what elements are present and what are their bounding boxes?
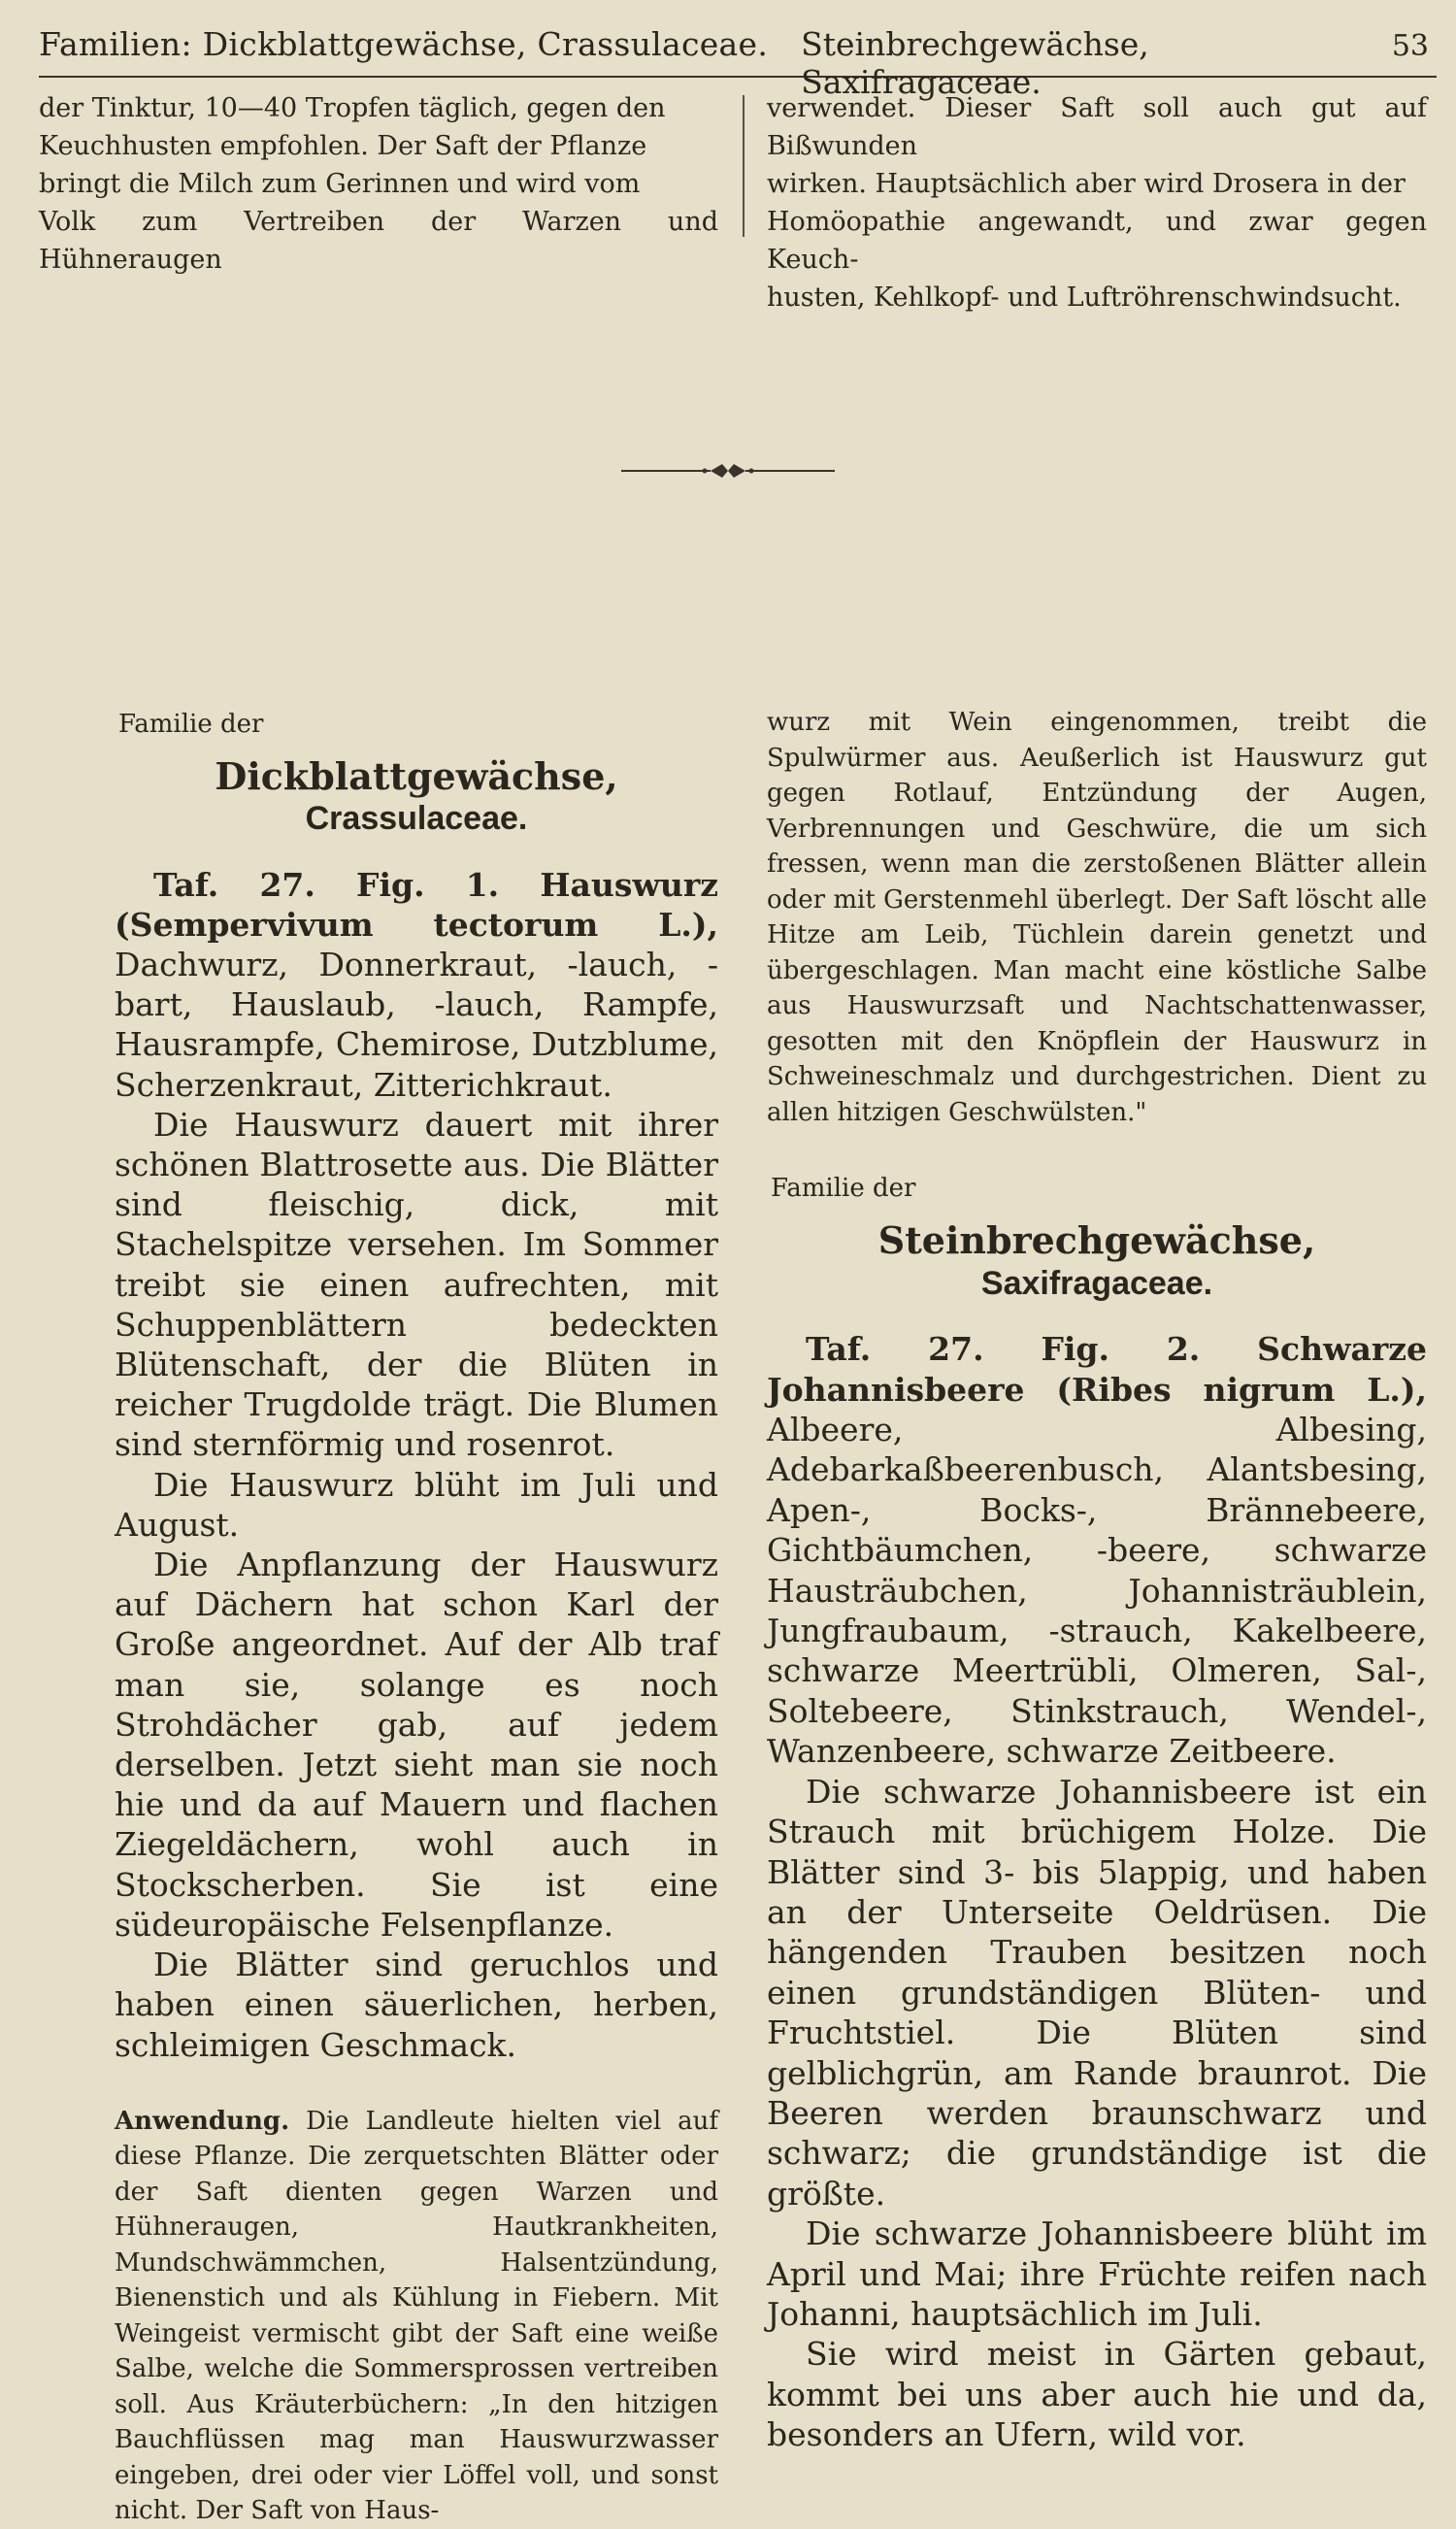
paragraph: Die Hauswurz blüht im Juli und August. <box>115 1465 718 1544</box>
right-column <box>767 705 1427 2455</box>
header-left: Familien: Dickblattgewächse, Crassulaceae. <box>39 25 769 63</box>
text-line: wirken. Hauptsächlich aber wird Drosera in der <box>767 169 1406 199</box>
left-column <box>115 695 718 2529</box>
text-line: Volk zum Vertreiben der Warzen und Hühneraugen <box>39 207 718 275</box>
family-label: Familie der <box>118 710 264 739</box>
entry-title: Taf. 27. Fig. 2. Schwarze Johannisbeere (Ribes nigrum L.), <box>767 1330 1427 1409</box>
header-middle: Steinbrechgewächse, Saxifragaceae. <box>801 25 1149 101</box>
entry-paragraph <box>115 865 718 1105</box>
family-name: Steinbrechgewächse, <box>877 1218 1316 1263</box>
page-number: 53 <box>1391 29 1429 63</box>
family-latin: Crassulaceae. <box>305 800 528 838</box>
entry-names: Albeere, Albesing, Adebarkaßbeerenbusch, Alantsbesing, Apen-, Bocks-, Brännebeere, Gichtbäumchen, -beere, schwarze Hausträubchen, Johannisträublein, Jungfraubaum, -strauch, Kakelbeere, schwarze Meertrübli, Olmeren, Sal-, Soltebeere, Stinkstrauch, Wendel-, Wanzenbeere, schwarze Zeitbeere. <box>767 1411 1427 1771</box>
continuation-paragraph: wurz mit Wein eingenommen, treibt die Spulwürmer aus. Aeußerlich ist Hauswurz gut gegen Rotlauf, Entzündung der Augen, Verbrennungen und Geschwüre, die um sich fressen, wenn man die zerstoßenen Blätter allein oder mit Gerstenmehl überlegt. Der Saft löscht alle Hitze am Leib, Tüchlein darein genetzt und übergeschlagen. Man macht eine köstliche Salbe aus Hauswurzsaft und Nachtschattenwasser, gesotten mit den Knöpflein der Hauswurz in Schweineschmalz und durchgestrichen. Dient zu allen hitzigen Geschwülsten." <box>767 708 1427 1127</box>
column-rule <box>743 95 745 237</box>
paragraph: Die schwarze Johannisbeere ist ein Strauch mit brüchigem Holze. Die Blätter sind 3- bis 5lappig, und haben an der Unterseite Oeldrüsen. Die hängenden Trauben besitzen noch einen grundständigen Blüten- und Fruchtstiel. Die Blüten sind gelblichgrün, am Rande braunrot. Die Beeren werden braunschwarz und schwarz; die grundständige ist die größte. <box>767 1772 1427 2213</box>
use-paragraph <box>115 2104 718 2529</box>
use-text: Die Landleute hielten viel auf diese Pflanze. Die zerquetschten Blätter oder der Saft dienten gegen Warzen und Hühneraugen, Hautkrankheiten, Mundschwämmchen, Halsentzündung, Bienenstich und als Kühlung in Fiebern. Mit Weingeist vermischt gibt der Saft eine weiße Salbe, welche die Sommersprossen vertreiben soll. Aus Kräuterbüchern: „In den hitzigen Bauchflüssen mag man Hauswurzwasser eingeben, drei oder vier Löffel voll, und sonst nicht. Der Saft von Haus- <box>115 2106 718 2526</box>
family-heading <box>767 1220 1427 1304</box>
entry-title: Taf. 27. Fig. 1. Hauswurz (Sempervivum tectorum L.), <box>115 865 718 944</box>
spacer <box>767 1130 1427 1159</box>
top-left-column <box>39 89 718 279</box>
running-head <box>39 25 1437 101</box>
family-heading <box>115 756 718 839</box>
family-label: Familie der <box>771 1174 916 1203</box>
ornament-divider <box>621 460 835 482</box>
family-name: Dickblattgewächse, <box>215 754 618 799</box>
paragraph: Sie wird meist in Gärten gebaut, kommt bei uns aber auch hie und da, besonders an Ufern, wild vor. <box>767 2335 1427 2454</box>
paragraph: Die schwarze Johannisbeere blüht im April und Mai; ihre Früchte reifen nach Johanni, hauptsächlich im Juli. <box>767 2214 1427 2333</box>
paragraph: Die Anpflanzung der Hauswurz auf Dächern hat schon Karl der Große angeordnet. Auf der Alb traf man sie, solange es noch Strohdächer gab, auf jedem derselben. Jetzt sieht man sie noch hie und da auf Mauern und flachen Ziegeldächern, wohl auch in Stockscherben. Sie ist eine südeuropäische Felsenpflanze. <box>115 1546 718 1944</box>
top-right-column <box>767 89 1427 316</box>
text-line: husten, Kehlkopf- und Luftröhrenschwindsucht. <box>767 283 1402 313</box>
text-line: Homöopathie angewandt, und zwar gegen Keuch- <box>767 207 1427 275</box>
family-latin: Saxifragaceae. <box>980 1264 1213 1302</box>
entry-names: Dachwurz, Donnerkraut, -lauch, -bart, Hauslaub, -lauch, Rampfe, Hausrampfe, Chemirose, Dutzblume, Scherzenkraut, Zitterichkraut. <box>115 946 718 1104</box>
text-line: Keuchhusten empfohlen. Der Saft der Pflanze <box>39 131 647 161</box>
text-line: der Tinktur, 10—40 Tropfen täglich, gegen den <box>39 93 666 123</box>
entry-paragraph <box>767 1329 1427 1771</box>
paragraph: Die Hauswurz dauert mit ihrer schönen Blattrosette aus. Die Blätter sind fleischig, dick, mit Stachelspitze versehen. Im Sommer treibt sie einen aufrechten, mit Schuppenblättern bedeckten Blütenschaft, der die Blüten in reicher Trugdolde trägt. Die Blumen sind sternförmig und rosenrot. <box>115 1105 718 1464</box>
paragraph: Die Blätter sind geruchlos und haben einen säuerlichen, herben, schleimigen Geschmack. <box>115 1946 718 2064</box>
text-line: bringt die Milch zum Gerinnen und wird vom <box>39 169 641 199</box>
text-line: verwendet. Dieser Saft soll auch gut auf Bißwunden <box>767 93 1427 161</box>
spacer <box>115 2065 718 2104</box>
use-label: Anwendung. <box>115 2106 290 2136</box>
